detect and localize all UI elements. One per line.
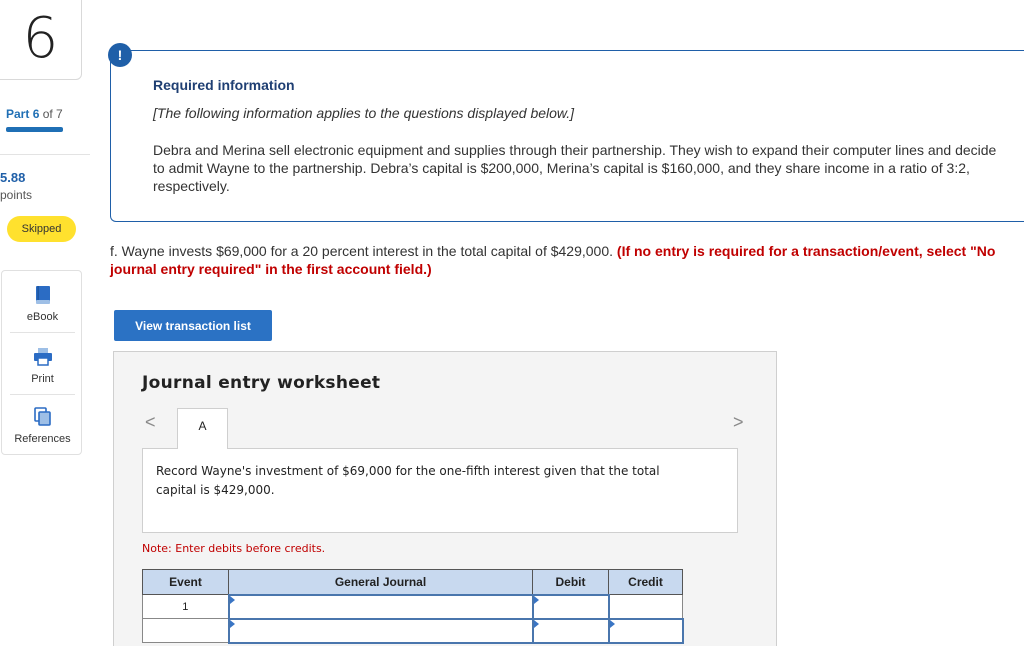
print-label: Print bbox=[31, 373, 54, 385]
account-select[interactable] bbox=[229, 595, 533, 619]
sidebar-divider bbox=[0, 154, 90, 155]
tool-divider bbox=[10, 394, 75, 395]
worksheet-title: Journal entry worksheet bbox=[142, 373, 381, 393]
credit-input[interactable] bbox=[609, 619, 683, 643]
table-row bbox=[143, 595, 683, 619]
points-value: 5.88 bbox=[0, 170, 26, 185]
header-debit: Debit bbox=[533, 570, 609, 595]
header-general-journal: General Journal bbox=[229, 570, 533, 595]
required-info-panel bbox=[110, 50, 1024, 222]
references-button[interactable] bbox=[2, 407, 83, 445]
event-cell: 1 bbox=[143, 595, 229, 619]
header-credit: Credit bbox=[609, 570, 683, 595]
question-number-box bbox=[0, 0, 82, 80]
header-event: Event bbox=[143, 570, 229, 595]
question-number: 6 bbox=[22, 6, 59, 71]
debit-input[interactable] bbox=[533, 595, 609, 619]
part-current: 6 bbox=[32, 107, 40, 121]
references-label: References bbox=[14, 433, 71, 445]
chevron-left-icon[interactable]: < bbox=[145, 412, 156, 432]
tab-a[interactable]: A bbox=[177, 408, 228, 449]
question-statement: f. Wayne invests $69,000 for a 20 percent interest in the total capital of $429,000. bbox=[110, 243, 617, 259]
points-label: points bbox=[0, 188, 33, 202]
journal-table bbox=[142, 569, 684, 644]
tool-divider bbox=[10, 332, 75, 333]
chevron-right-icon[interactable]: > bbox=[733, 412, 744, 432]
table-header-row bbox=[143, 570, 683, 595]
alert-icon: ! bbox=[108, 43, 132, 67]
tools-panel bbox=[1, 270, 82, 455]
question-instruction: (If no entry is required for a transaction/event, select "No journal entry required" in the first account field.) bbox=[110, 243, 996, 277]
part-suffix: of 7 bbox=[39, 107, 63, 121]
record-instruction-text: Record Wayne's investment of $69,000 for the one-fifth interest given that the total capital is $429,000. bbox=[156, 464, 660, 497]
required-info-body: Debra and Merina sell electronic equipment and supplies through their partnership. They wish to expand their computer lines and decide to admit Wayne to the partnership. Debra’s capital is $200,000, Merina’s capital is $160,000, and they share income in a ratio of 3:2, respectively. bbox=[153, 142, 997, 194]
part-prefix: Part bbox=[6, 107, 33, 121]
account-select[interactable] bbox=[229, 619, 533, 643]
ebook-button[interactable] bbox=[2, 285, 83, 323]
view-transaction-list-button[interactable]: View transaction list bbox=[114, 310, 272, 341]
required-info-subtitle: [The following information applies to the questions displayed below.] bbox=[153, 105, 575, 121]
credit-input[interactable] bbox=[609, 595, 683, 619]
table-row bbox=[143, 619, 683, 643]
question-text bbox=[110, 242, 1024, 278]
references-icon bbox=[33, 407, 53, 427]
event-cell bbox=[143, 619, 229, 643]
part-indicator bbox=[6, 107, 63, 121]
print-button[interactable] bbox=[2, 347, 83, 385]
ebook-label: eBook bbox=[26, 311, 59, 323]
printer-icon bbox=[32, 347, 54, 367]
status-badge: Skipped bbox=[7, 216, 76, 242]
debit-input[interactable] bbox=[533, 619, 609, 643]
required-info-title: Required information bbox=[153, 77, 295, 93]
book-icon bbox=[34, 285, 52, 305]
debit-credit-note: Note: Enter debits before credits. bbox=[142, 542, 326, 555]
part-progress-bar bbox=[6, 127, 63, 132]
